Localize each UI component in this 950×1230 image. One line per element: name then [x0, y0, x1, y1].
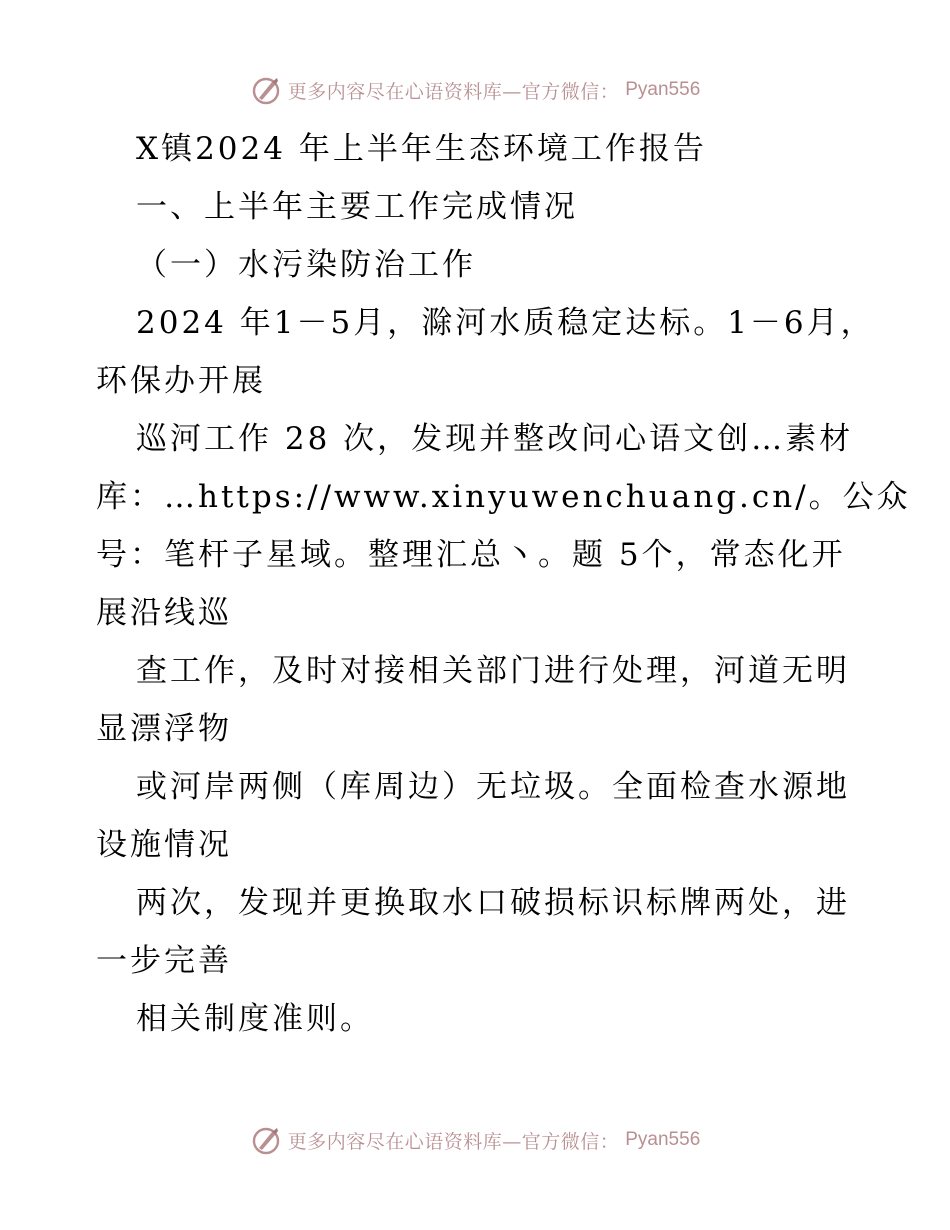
- paragraph-line: 一步完善: [96, 943, 232, 979]
- paragraph-line: 巡河工作 28 次，发现并整改问心语文创…素材: [136, 421, 854, 457]
- quill-pen-logo-icon: [250, 74, 282, 106]
- paragraph-line: 查工作，及时对接相关部门进行处理，河道无明: [136, 653, 850, 689]
- banner-slogan: 更多内容尽在心语资料库—官方微信：: [287, 1130, 620, 1153]
- paragraph-line: 环保办开展: [96, 363, 266, 399]
- quill-pen-logo-icon: [250, 1124, 282, 1156]
- paragraph-line: 或河岸两侧（库周边）无垃圾。全面检查水源地: [136, 769, 850, 805]
- footer-watermark-banner: [0, 1120, 950, 1160]
- header-watermark-banner: [0, 70, 950, 110]
- section-heading: 一、上半年主要工作完成情况: [136, 189, 578, 225]
- banner-wechat-handle: Pyan556: [625, 79, 701, 100]
- banner-slogan: 更多内容尽在心语资料库—官方微信：: [287, 80, 620, 103]
- document-title: X镇2024 年上半年生态环境工作报告: [136, 131, 707, 167]
- paragraph-line: 显漂浮物: [96, 711, 232, 747]
- paragraph-line: 两次，发现并更换取水口破损标识标牌两处，进: [136, 885, 850, 921]
- paragraph-line: 展沿线巡: [96, 595, 232, 631]
- subsection-heading: （一）水污染防治工作: [136, 247, 476, 283]
- banner-wechat-handle: Pyan556: [625, 1129, 701, 1150]
- paragraph-line: 库：…https://www.xinyuwenchuang.cn/。公众: [96, 479, 911, 515]
- paragraph-line: 设施情况: [96, 827, 232, 863]
- paragraph-line: 2024 年1－5月，滁河水质稳定达标。1－6月，: [136, 305, 875, 341]
- paragraph-line: 号：笔杆子星域。整理汇总丶。题 5个，常态化开: [96, 537, 846, 573]
- paragraph-line: 相关制度准则。: [136, 1001, 374, 1037]
